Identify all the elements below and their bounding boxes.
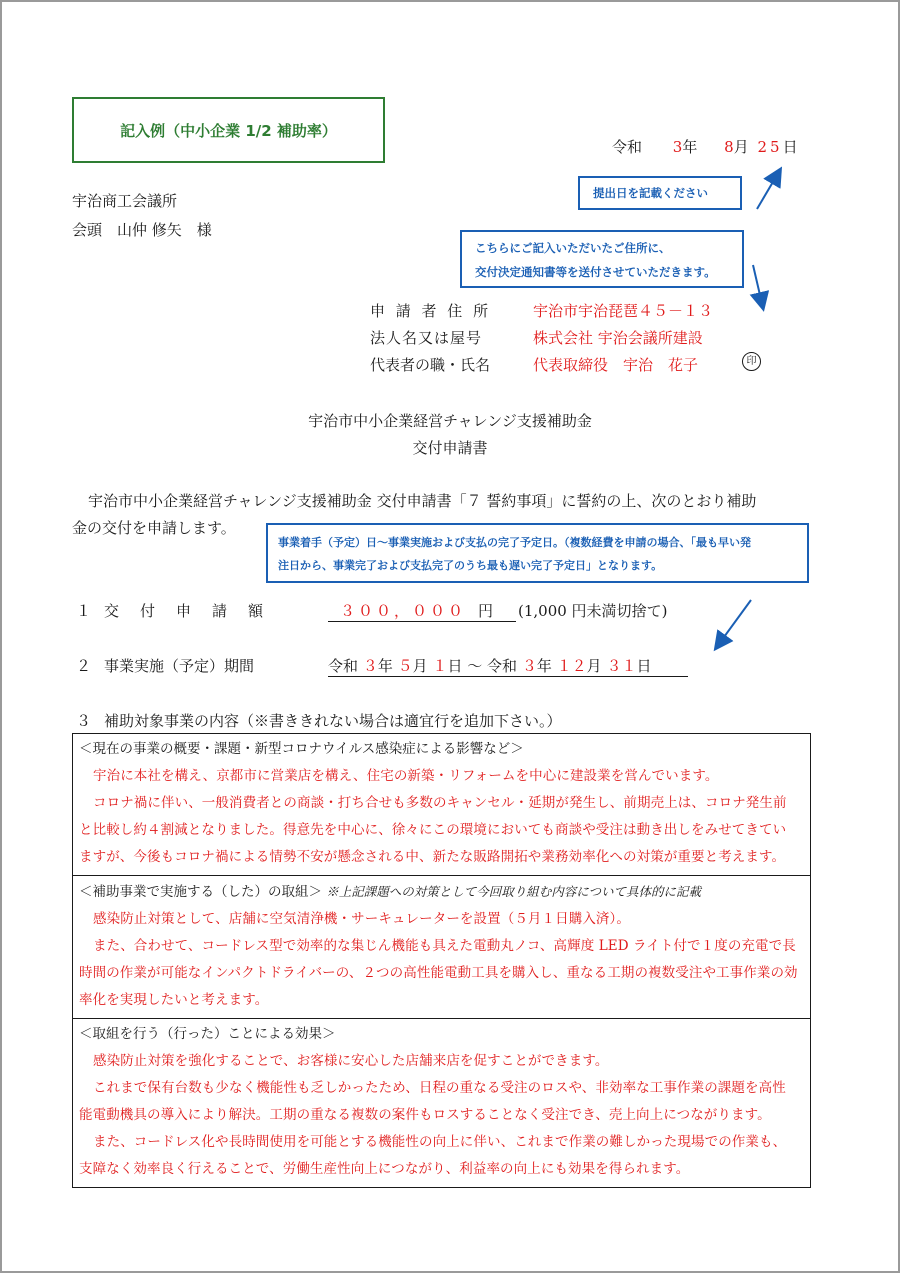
applicant-rep-value: 代表取締役 宇治 花子 <box>533 356 699 374</box>
section-effects <box>73 1019 810 1187</box>
section1-heading: ＜現在の事業の概要・課題・新型コロナウイルス感染症による影響など＞ <box>79 741 524 757</box>
requested-amount-unit: 円 <box>478 602 494 620</box>
recipient-person: 会頭 山仲 修矢 様 <box>72 221 212 239</box>
period-end-month: １２ <box>556 657 587 675</box>
arrow-to-date <box>757 170 780 209</box>
section2-line3: 時間の作業が可能なインパクトドライバーの、２つの高性能電動工具を購入し、重なる工期の複数受注や工事作業の効 <box>79 965 798 981</box>
period-end-year: ３ <box>521 657 537 675</box>
section1-line1: 宇治に本社を構え、京都市に営業店を構え、住宅の新築・リフォームを中心に建設業を営んでいます。 <box>93 768 719 784</box>
date-month: 8 <box>724 138 734 156</box>
item3-label: 補助対象事業の内容（※書ききれない場合は適宜行を追加下さい。） <box>104 712 562 730</box>
date-era: 令和 <box>612 138 643 156</box>
period-start-day: １ <box>432 657 448 675</box>
project-period <box>328 655 688 677</box>
date-month-unit: 月 <box>733 138 749 156</box>
date-day: 25 <box>757 138 783 156</box>
section1-line3: と比較し約４割減となりました。得意先を中心に、徐々にこの環境においても商談や受注は動き出しをみせてきてい <box>79 822 787 838</box>
address-note-line1: こちらにご記入いただいたご住所に、 <box>475 241 671 255</box>
section2-line2: また、合わせて、コードレス型で効率的な集じん機能も具えた電動丸ノコ、高輝度 LED ライト付で１度の充電で長 <box>93 938 796 954</box>
section1-line4: ますが、今後もコロナ禍による情勢不安が懸念される中、新たな販路開拓や業務効率化への対策が重要と考えます。 <box>79 849 786 865</box>
period-end-day: ３１ <box>606 657 637 675</box>
example-label: 記入例（中小企業 1/2 補助率） <box>120 121 337 140</box>
section-initiative <box>73 876 810 1019</box>
item2-num: ２ <box>76 657 92 675</box>
applicant-name-label: 法人名又は屋号 <box>370 329 483 347</box>
section1-line2: コロナ禍に伴い、一般消費者との商談・打ち合せも多数のキャンセル・延期が発生し、前期売上は、コロナ発生前 <box>93 795 787 811</box>
section2-line1: 感染防止対策として、店舗に空気清浄機・サーキュレーターを設置（５月１日購入済）。 <box>93 911 630 927</box>
arrow-to-period <box>716 600 751 648</box>
applicant-address-value: 宇治市宇治琵琶４５－１３ <box>533 302 714 320</box>
period-separator: ～ <box>467 657 483 675</box>
document-title: 宇治市中小企業経営チャレンジ支援補助金 <box>308 412 592 430</box>
period-start-month-unit: 月 <box>412 657 428 675</box>
period-start-month: ５ <box>397 657 413 675</box>
date-year-unit: 年 <box>682 138 698 156</box>
recipient-org: 宇治商工会議所 <box>72 192 178 210</box>
period-start-year-unit: 年 <box>377 657 393 675</box>
section3-line3: 能電動機具の導入により解決。工期の重なる複数の案件もロスすることなく受注でき、売上向上につながります。 <box>79 1107 771 1123</box>
period-end-month-unit: 月 <box>586 657 602 675</box>
document-subtitle: 交付申請書 <box>412 439 488 457</box>
requested-amount <box>328 600 516 622</box>
date-day-unit: 日 <box>782 138 798 156</box>
period-end-day-unit: 日 <box>636 657 652 675</box>
section2-line4: 率化を実現したいと考えます。 <box>79 992 269 1008</box>
date-note-text: 提出日を記載ください <box>593 186 708 200</box>
period-note-line1: 事業着手（予定）日～事業実施および支払の完了予定日。（複数経費を申請の場合、「最も早い発 <box>278 536 751 549</box>
section2-heading-note: ※上記課題への対策として今回取り組む内容について具体的に記載 <box>326 884 702 899</box>
period-end-year-unit: 年 <box>536 657 552 675</box>
period-start-year: ３ <box>362 657 378 675</box>
requested-amount-value: ３００，０００ <box>339 602 466 620</box>
period-note-line2: 注日から、事業完了および支払完了のうち最も遅い完了予定日」となります。 <box>278 559 663 572</box>
item2-label: 事業実施（予定）期間 <box>104 657 255 675</box>
section3-line5: 支障なく効率良く行えることで、労働生産性向上につながり、利益率の向上にも効果を得られます。 <box>79 1161 690 1177</box>
intro-line2: 金の交付を申請します。 <box>72 519 236 537</box>
section2-heading-text: ＜補助事業で実施する（した）の取組＞ <box>79 884 322 900</box>
applicant-rep-label: 代表者の職・氏名 <box>370 356 491 374</box>
section3-heading: ＜取組を行う（行った）ことによる効果＞ <box>79 1026 336 1042</box>
intro-line1: 宇治市中小企業経営チャレンジ支援補助金 交付申請書「７ 誓約事項」に誓約の上、次のとおり補助 <box>88 492 757 510</box>
project-content-table <box>72 733 811 1188</box>
date-year: 3 <box>672 138 683 156</box>
seal-icon: 印 <box>742 352 761 371</box>
applicant-name-value: 株式会社 宇治会議所建設 <box>533 329 703 347</box>
section3-line2: これまで保有台数も少なく機能性も乏しかったため、日程の重なる受注のロスや、非効率な工事作業の課題を高性 <box>93 1080 786 1096</box>
section-current-business <box>73 734 810 876</box>
arrow-to-address <box>753 265 763 308</box>
section2-heading <box>79 878 804 906</box>
item3-num: ３ <box>76 712 92 730</box>
item1-label: 交 付 申 請 額 <box>104 602 267 620</box>
period-start-day-unit: 日 <box>447 657 463 675</box>
requested-amount-note: (1,000 円未満切捨て) <box>518 602 668 620</box>
applicant-address-label: 申 請 者 住 所 <box>370 302 492 320</box>
address-note-line2: 交付決定通知書等を送付させていただきます。 <box>475 265 716 279</box>
section3-line1: 感染防止対策を強化することで、お客様に安心した店舗来店を促すことができます。 <box>93 1053 609 1069</box>
period-end-era: 令和 <box>487 657 518 675</box>
section3-line4: また、コードレス化や長時間使用を可能とする機能性の向上に伴い、これまで作業の難しかった現場での作業も、 <box>93 1134 787 1150</box>
period-start-era: 令和 <box>328 657 359 675</box>
item1-num: １ <box>76 602 92 620</box>
